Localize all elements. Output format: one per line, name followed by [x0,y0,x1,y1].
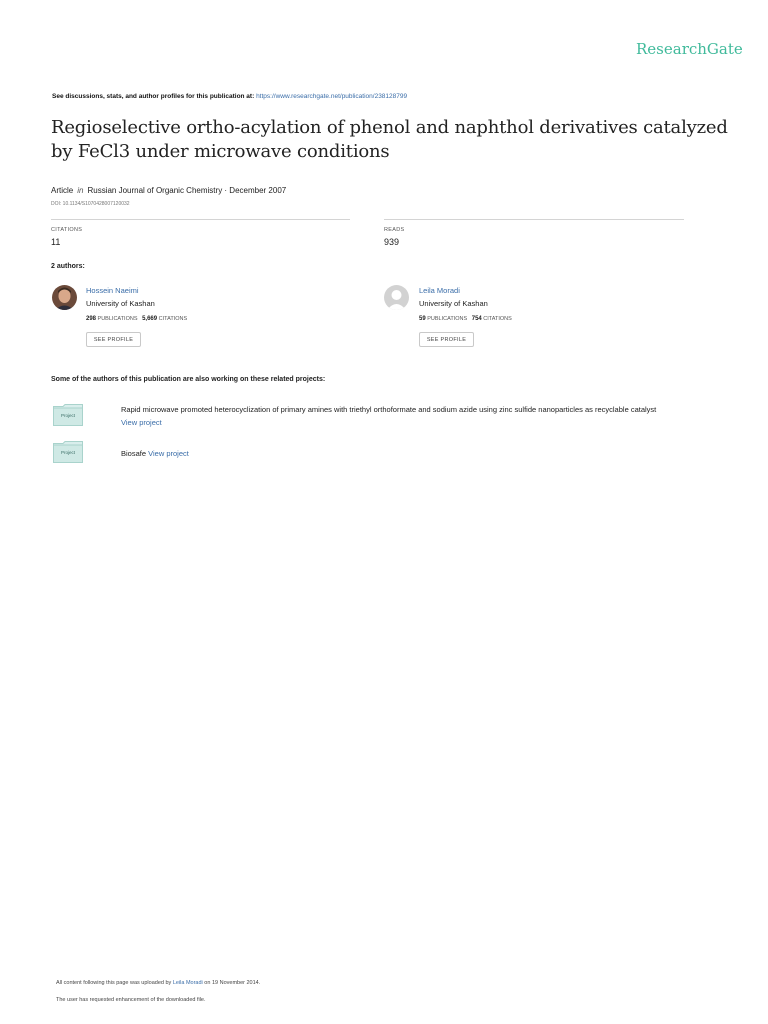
citations-label: CITATIONS [483,316,512,322]
publication-meta [51,186,286,195]
discussion-line [52,93,407,100]
project-icon-label: Project [60,413,75,418]
author-photo-icon [52,285,77,310]
author-stats [419,316,512,322]
author-avatar-photo[interactable] [52,285,77,310]
project-item [121,447,189,460]
project-folder-icon [53,441,83,463]
view-project-link[interactable]: View project [121,418,162,427]
project-title: Rapid microwave promoted heterocyclization of primary amines with triethyl orthoformate and sodium azide using zinc sulfide nanoparticles as recyclable catalyst [121,405,657,414]
citations-label: CITATIONS [51,227,83,233]
author-name[interactable]: Hossein Naeimi [86,286,139,295]
publications-count: 59 [419,316,426,322]
publication-title: Regioselective ortho-acylation of phenol and naphthol derivatives catalyzed by FeCl3 under microwave conditions [51,117,728,162]
user-placeholder-icon [384,285,409,310]
in-label: in [77,186,84,195]
upload-note [56,980,260,986]
author-name[interactable]: Leila Moradi [419,286,460,295]
related-projects-heading: Some of the authors of this publication are also working on these related projects: [51,376,326,383]
publications-count: 298 [86,316,97,322]
discussion-text: See discussions, stats, and author profiles for this publication at: [52,93,257,100]
citations-label: CITATIONS [158,316,188,322]
project-icon-label: Project [60,450,75,455]
see-profile-button[interactable]: SEE PROFILE [419,332,474,347]
reads-label: READS [384,227,405,233]
see-profile-button[interactable]: SEE PROFILE [86,332,141,347]
uploader-link[interactable]: Leila Moradi [172,980,203,986]
author-stats [86,316,187,322]
divider-left [51,219,350,220]
upload-note-prefix: All content following this page was uploaded by [56,980,173,986]
project-title: Biosafe [121,449,147,458]
publication-url-link[interactable]: https://www.researchgate.net/publication/238128799 [256,93,408,100]
project-item [121,403,656,429]
researchgate-logo[interactable]: ResearchGate [636,40,743,58]
citations-value: 11 [51,237,61,247]
project-folder-icon [53,404,83,426]
publications-label: PUBLICATIONS [97,316,138,322]
authors-heading: 2 authors: [51,263,85,270]
article-type: Article [51,186,74,195]
view-project-link[interactable]: View project [148,449,189,458]
citations-count: 5,669 [142,316,158,322]
author-affiliation: University of Kashan [86,299,155,308]
author-avatar-placeholder[interactable] [384,285,409,310]
author-affiliation: University of Kashan [419,299,488,308]
citations-count: 754 [471,316,482,322]
publications-label: PUBLICATIONS [427,316,468,322]
divider-right [384,219,684,220]
doi: DOI: 10.1134/S1070428007120032 [51,201,130,207]
upload-note-suffix: on 19 November 2014. [202,980,261,986]
journal-date[interactable]: Russian Journal of Organic Chemistry · December 2007 [87,186,287,195]
enhancement-note: The user has requested enhancement of the downloaded file. [56,997,206,1003]
reads-value: 939 [384,237,400,247]
